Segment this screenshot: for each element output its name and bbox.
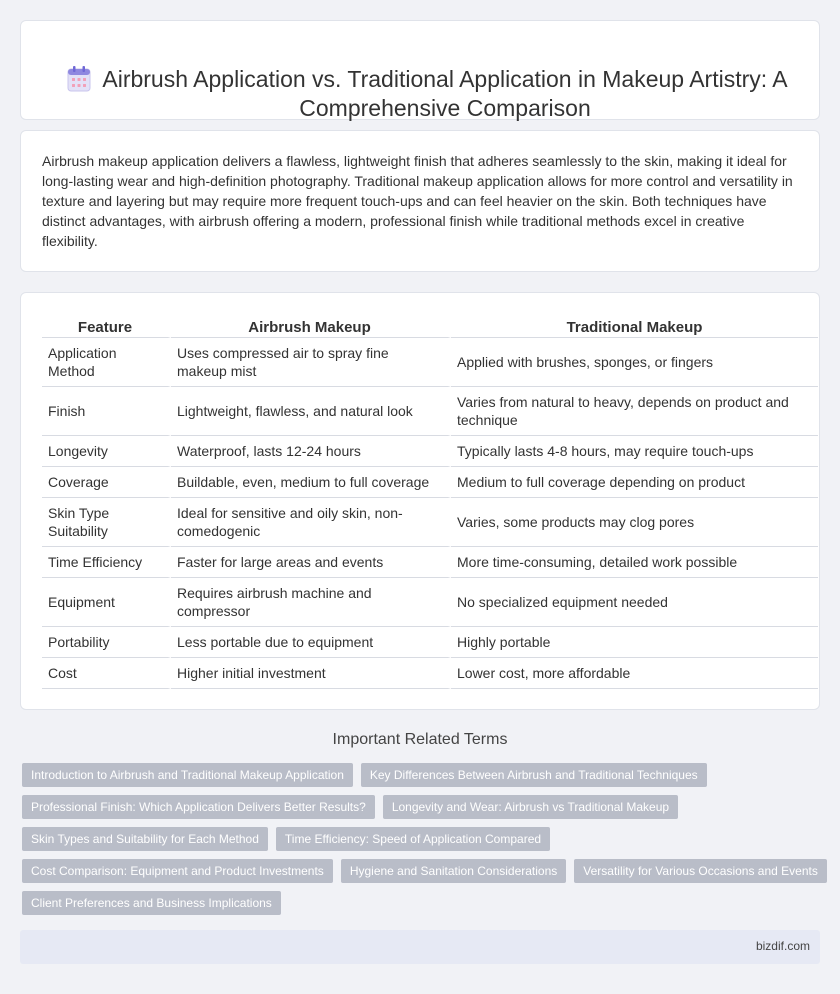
- airbrush-cell: Higher initial investment: [171, 658, 451, 689]
- feature-cell: Equipment: [42, 578, 171, 627]
- traditional-cell: Varies, some products may clog pores: [451, 498, 818, 547]
- feature-cell: Finish: [42, 387, 171, 436]
- traditional-cell: No specialized equipment needed: [451, 578, 818, 627]
- header-card: [20, 20, 820, 120]
- traditional-cell: Varies from natural to heavy, depends on product and technique: [451, 387, 818, 436]
- footer: [20, 930, 820, 964]
- traditional-cell: Lower cost, more affordable: [451, 658, 818, 689]
- feature-cell: Time Efficiency: [42, 547, 171, 578]
- table-row: [42, 387, 818, 436]
- table-row: [42, 338, 818, 387]
- page-title: Airbrush Application vs. Traditional Application in Makeup Artistry: A Comprehensive Comparison: [102, 66, 788, 121]
- traditional-cell: Applied with brushes, sponges, or fingers: [451, 338, 818, 387]
- related-tag[interactable]: Versatility for Various Occasions and Events: [574, 859, 827, 883]
- airbrush-cell: Lightweight, flawless, and natural look: [171, 387, 451, 436]
- table-row: [42, 436, 818, 467]
- related-tag[interactable]: Hygiene and Sanitation Considerations: [341, 859, 566, 883]
- comparison-table-card: [20, 292, 820, 710]
- feature-cell: Cost: [42, 658, 171, 689]
- calendar-icon: [67, 66, 91, 92]
- related-tag[interactable]: Client Preferences and Business Implications: [22, 891, 281, 915]
- comparison-table: [42, 316, 818, 689]
- feature-cell: Coverage: [42, 467, 171, 498]
- feature-cell: Portability: [42, 627, 171, 658]
- intro-text: Airbrush makeup application delivers a flawless, lightweight finish that adheres seamlessly to the skin, making it ideal for long-lasting wear and high-definition photography. Traditional makeup application allows for more control and versatility in texture and layering but may require more frequent touch-ups and can feel heavier on the skin. Both techniques have distinct advantages, with airbrush offering a modern, professional finish while traditional methods excel in creative flexibility.: [42, 153, 793, 249]
- related-tag[interactable]: Professional Finish: Which Application Delivers Better Results?: [22, 795, 375, 819]
- table-row: [42, 658, 818, 689]
- airbrush-cell: Requires airbrush machine and compressor: [171, 578, 451, 627]
- traditional-cell: Typically lasts 4-8 hours, may require touch-ups: [451, 436, 818, 467]
- feature-cell: Longevity: [42, 436, 171, 467]
- table-row: [42, 578, 818, 627]
- related-terms-title: Important Related Terms: [332, 731, 508, 748]
- table-row: [42, 467, 818, 498]
- header-traditional: Traditional Makeup: [451, 316, 818, 338]
- airbrush-cell: Faster for large areas and events: [171, 547, 451, 578]
- feature-cell: Application Method: [42, 338, 171, 387]
- footer-site-link[interactable]: bizdif.com: [755, 939, 810, 953]
- table-header-row: [42, 316, 818, 338]
- related-tag[interactable]: Cost Comparison: Equipment and Product Investments: [22, 859, 333, 883]
- airbrush-cell: Ideal for sensitive and oily skin, non-comedogenic: [171, 498, 451, 547]
- traditional-cell: More time-consuming, detailed work possible: [451, 547, 818, 578]
- related-tag[interactable]: Key Differences Between Airbrush and Traditional Techniques: [361, 763, 707, 787]
- related-tag[interactable]: Introduction to Airbrush and Traditional Makeup Application: [22, 763, 353, 787]
- airbrush-cell: Less portable due to equipment: [171, 627, 451, 658]
- traditional-cell: Highly portable: [451, 627, 818, 658]
- traditional-cell: Medium to full coverage depending on product: [451, 467, 818, 498]
- related-tag[interactable]: Longevity and Wear: Airbrush vs Traditional Makeup: [383, 795, 678, 819]
- table-row: [42, 547, 818, 578]
- feature-cell: Skin Type Suitability: [42, 498, 171, 547]
- header-feature: Feature: [42, 316, 171, 338]
- table-row: [42, 498, 818, 547]
- header-airbrush: Airbrush Makeup: [171, 316, 451, 338]
- airbrush-cell: Uses compressed air to spray fine makeup mist: [171, 338, 451, 387]
- table-row: [42, 627, 818, 658]
- airbrush-cell: Waterproof, lasts 12-24 hours: [171, 436, 451, 467]
- intro-card: [20, 130, 820, 272]
- related-tag[interactable]: Skin Types and Suitability for Each Method: [22, 827, 268, 851]
- related-tag[interactable]: Time Efficiency: Speed of Application Compared: [276, 827, 550, 851]
- airbrush-cell: Buildable, even, medium to full coverage: [171, 467, 451, 498]
- related-terms-tags: [22, 763, 822, 923]
